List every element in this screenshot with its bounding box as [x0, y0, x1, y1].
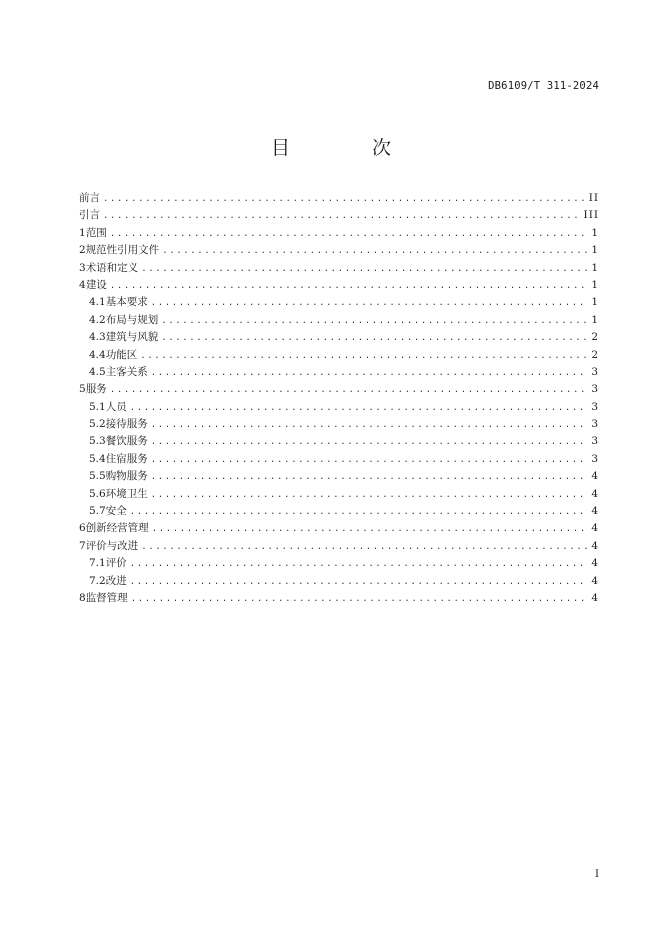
toc-entry-label: 基本要求: [105, 296, 148, 309]
toc-entry-number: 5.3: [89, 435, 106, 448]
toc-entry-number: 5.2: [89, 418, 106, 431]
toc-entry-page: 4: [591, 470, 599, 483]
dot-leader: [110, 278, 589, 295]
toc-entry[interactable]: [79, 225, 599, 242]
toc-entry-page: 4: [591, 574, 599, 587]
toc-entry-page: 4: [591, 591, 599, 604]
toc-entry-page: 4: [591, 557, 599, 570]
dot-leader: [151, 365, 589, 382]
toc-entry-page: 1: [591, 261, 599, 274]
toc-entry-number: 4.1: [89, 296, 106, 309]
toc-entry[interactable]: [79, 364, 599, 381]
toc-entry[interactable]: [79, 190, 599, 207]
toc-entry-label: 术语和定义: [85, 261, 139, 274]
toc-entry-number: 4.5: [89, 365, 106, 378]
toc-entry-page: 3: [591, 365, 599, 378]
dot-leader: [151, 434, 589, 451]
toc-entry-label: 购物服务: [105, 470, 148, 483]
toc-entry-label: 范围: [85, 226, 107, 239]
toc-entry-label: 监督管理: [85, 591, 128, 604]
toc-entry-label: 接待服务: [105, 418, 148, 431]
toc-entry-page: 1: [591, 226, 599, 239]
toc-entry-label: 主客关系: [105, 365, 148, 378]
toc-entry-number: 5.1: [89, 400, 106, 413]
toc-entry-label: 建筑与风貌: [105, 331, 159, 344]
toc-entry-number: 5.4: [89, 452, 106, 465]
toc-entry-number: 8: [79, 591, 86, 604]
toc-entry[interactable]: [79, 486, 599, 503]
toc-entry-page: 3: [591, 418, 599, 431]
toc-entry-page: 2: [591, 331, 599, 344]
toc-entry-number: 5: [79, 383, 86, 396]
toc-entry[interactable]: [79, 347, 599, 364]
toc-entry-page: 3: [591, 400, 599, 413]
toc-entry[interactable]: [79, 555, 599, 572]
dot-leader: [103, 208, 581, 225]
dot-leader: [110, 382, 589, 399]
dot-leader: [162, 243, 588, 260]
toc-entry[interactable]: [79, 277, 599, 294]
dot-leader: [151, 417, 589, 434]
toc-entry-page: 3: [591, 435, 599, 448]
toc-entry-label: 服务: [85, 383, 107, 396]
dot-leader: [161, 330, 588, 347]
dot-leader: [130, 556, 589, 573]
dot-leader: [141, 261, 588, 278]
toc-entry-label: 评价与改进: [85, 539, 139, 552]
dot-leader: [151, 469, 589, 486]
toc-entry-label: 引言: [79, 209, 100, 222]
toc-entry[interactable]: [79, 207, 599, 224]
toc-entry-number: 6: [79, 522, 86, 535]
table-of-contents: [79, 190, 599, 607]
toc-entry[interactable]: [79, 312, 599, 329]
toc-entry-label: 前言: [79, 192, 100, 204]
toc-entry[interactable]: [79, 573, 599, 590]
toc-entry-label: 建设: [85, 278, 107, 291]
toc-entry[interactable]: [79, 329, 599, 346]
toc-entry-label: 功能区: [105, 348, 138, 361]
dot-leader: [151, 295, 589, 312]
toc-entry-page: 4: [591, 487, 599, 500]
dot-leader: [152, 521, 589, 538]
dot-leader: [151, 487, 589, 504]
document-code: DB6109/T 311-2024: [488, 80, 599, 92]
toc-entry-label: 改进: [105, 574, 127, 587]
toc-entry-label: 创新经营管理: [85, 522, 149, 535]
toc-entry-page: 1: [591, 244, 599, 257]
toc-entry-label: 人员: [105, 400, 127, 413]
toc-entry[interactable]: [79, 538, 599, 555]
toc-entry-label: 安全: [105, 505, 127, 518]
dot-leader: [110, 226, 589, 243]
toc-entry-label: 评价: [105, 557, 127, 570]
toc-entry[interactable]: [79, 242, 599, 259]
toc-entry-number: 7.1: [89, 557, 106, 570]
toc-entry-number: 5.6: [89, 487, 106, 500]
toc-entry[interactable]: [79, 416, 599, 433]
toc-entry-page: 3: [591, 452, 599, 465]
toc-entry-page: 1: [591, 313, 599, 326]
toc-entry-page: 4: [591, 539, 599, 552]
toc-entry-page: 2: [591, 348, 599, 361]
toc-entry[interactable]: [79, 433, 599, 450]
toc-entry[interactable]: [79, 260, 599, 277]
toc-entry-number: 4.3: [89, 331, 106, 344]
toc-entry-page: III: [583, 209, 599, 222]
toc-entry[interactable]: [79, 503, 599, 520]
dot-leader: [140, 348, 588, 365]
page-number: I: [595, 869, 599, 880]
dot-leader: [131, 591, 589, 608]
toc-entry-number: 5.7: [89, 505, 106, 518]
toc-entry-page: 4: [591, 505, 599, 518]
toc-entry-number: 1: [79, 226, 86, 239]
toc-entry-page: 4: [591, 522, 599, 535]
dot-leader: [161, 313, 588, 330]
toc-entry-number: 4.2: [89, 313, 106, 326]
dot-leader: [130, 400, 589, 417]
toc-entry-number: 3: [79, 261, 86, 274]
toc-entry[interactable]: [79, 590, 599, 607]
toc-entry-page: 1: [591, 278, 599, 291]
toc-entry-number: 7: [79, 539, 86, 552]
toc-entry-label: 环境卫生: [105, 487, 148, 500]
toc-entry-number: 2: [79, 244, 86, 257]
toc-entry-label: 布局与规划: [105, 313, 159, 326]
toc-entry-label: 规范性引用文件: [85, 244, 160, 257]
toc-entry-label: 住宿服务: [105, 452, 148, 465]
toc-entry-number: 4.4: [89, 348, 106, 361]
toc-entry[interactable]: [79, 468, 599, 485]
toc-entry-page: 3: [591, 383, 599, 396]
page-title: 目 次: [270, 137, 430, 159]
dot-leader: [103, 191, 586, 208]
dot-leader: [151, 452, 589, 469]
dot-leader: [130, 504, 589, 521]
toc-entry-page: II: [588, 192, 599, 204]
toc-entry[interactable]: [79, 381, 599, 398]
toc-entry[interactable]: [79, 399, 599, 416]
toc-entry[interactable]: [79, 451, 599, 468]
toc-entry[interactable]: [79, 294, 599, 311]
toc-entry-number: 4: [79, 278, 86, 291]
toc-entry[interactable]: [79, 520, 599, 537]
toc-entry-number: 7.2: [89, 574, 106, 587]
toc-entry-page: 1: [591, 296, 599, 309]
dot-leader: [130, 574, 589, 591]
toc-entry-number: 5.5: [89, 470, 106, 483]
toc-entry-label: 餐饮服务: [105, 435, 148, 448]
dot-leader: [141, 539, 588, 556]
